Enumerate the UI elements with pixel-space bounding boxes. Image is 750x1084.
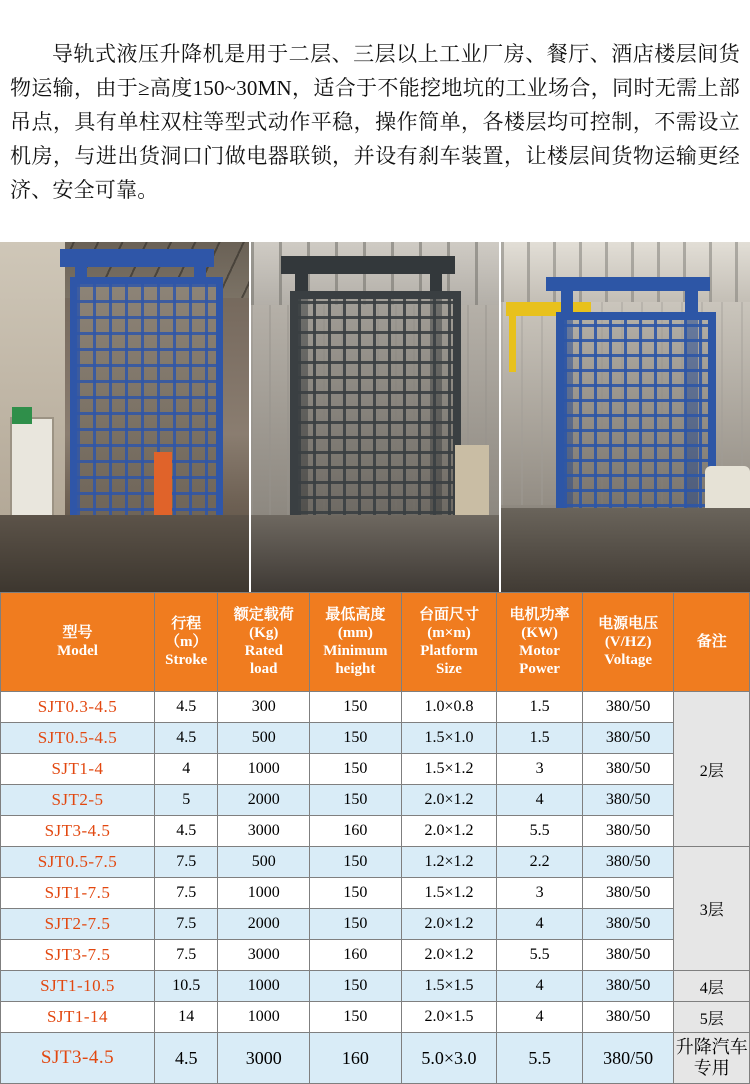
cell-remark: 2层 bbox=[674, 692, 750, 847]
cell-height: 150 bbox=[310, 692, 402, 723]
cell-size: 5.0×3.0 bbox=[401, 1033, 497, 1084]
cell-voltage: 380/50 bbox=[582, 909, 674, 940]
cell-load: 3000 bbox=[218, 816, 310, 847]
table-row bbox=[1, 785, 750, 816]
table-row bbox=[1, 971, 750, 1002]
cell-load: 2000 bbox=[218, 909, 310, 940]
cell-load: 300 bbox=[218, 692, 310, 723]
header-en-2: load bbox=[249, 661, 278, 678]
cell-stroke: 4.5 bbox=[155, 692, 218, 723]
cell-height: 150 bbox=[310, 878, 402, 909]
cell-model: SJT2-5 bbox=[1, 785, 155, 816]
cell-load: 1000 bbox=[218, 754, 310, 785]
header-en: Stroke bbox=[165, 652, 208, 669]
cell-load: 1000 bbox=[218, 971, 310, 1002]
cell-stroke: 7.5 bbox=[155, 878, 218, 909]
cell-stroke: 14 bbox=[155, 1002, 218, 1033]
lift-cage-decoration bbox=[290, 291, 460, 552]
cell-height: 150 bbox=[310, 754, 402, 785]
cell-height: 160 bbox=[310, 940, 402, 971]
cell-power: 3 bbox=[497, 878, 583, 909]
header-cn: 电机功率 bbox=[509, 607, 570, 624]
header-cn-unit: (mm) bbox=[337, 625, 373, 642]
table-row bbox=[1, 847, 750, 878]
cell-power: 4 bbox=[497, 971, 583, 1002]
header-cn-unit: (Kg) bbox=[249, 625, 279, 642]
cell-remark bbox=[674, 1033, 750, 1084]
cell-remark: 5层 bbox=[674, 1002, 750, 1033]
yellow-post-decoration bbox=[509, 316, 516, 372]
cell-model: SJT3-7.5 bbox=[1, 940, 155, 971]
column-header-voltage bbox=[582, 593, 674, 692]
cell-size: 1.5×1.0 bbox=[401, 723, 497, 754]
intro-paragraph: 导轨式液压升降机是用于二层、三层以上工业厂房、餐厅、酒店楼层间货物运输，由于≥高度150~30MN，适合于不能挖地坑的工业场合，同时无需上部吊点，具有单柱双柱等型式动作平稳，操作简单，各楼层均可控制，不需设立机房，与进出货洞口门做电器联锁，并设有刹车装置，让楼层间货物运输更经济、安全可靠。 bbox=[10, 42, 740, 203]
cell-model: SJT0.5-4.5 bbox=[1, 723, 155, 754]
header-cn: 行程 bbox=[171, 616, 202, 633]
cell-model: SJT0.5-7.5 bbox=[1, 847, 155, 878]
cell-voltage: 380/50 bbox=[582, 878, 674, 909]
table-head bbox=[1, 593, 750, 692]
floor-decoration bbox=[0, 515, 249, 592]
specification-table bbox=[0, 592, 750, 1084]
header-en-2: Size bbox=[436, 661, 462, 678]
lift-cage-decoration bbox=[70, 277, 223, 550]
table-header-row bbox=[1, 593, 750, 692]
cell-voltage: 380/50 bbox=[582, 847, 674, 878]
cell-load: 2000 bbox=[218, 785, 310, 816]
header-en-2: height bbox=[335, 661, 376, 678]
cell-size: 2.0×1.2 bbox=[401, 909, 497, 940]
cell-height: 150 bbox=[310, 1002, 402, 1033]
cell-power: 4 bbox=[497, 909, 583, 940]
table-row bbox=[1, 754, 750, 785]
header-cn: 台面尺寸 bbox=[418, 607, 479, 624]
header-cn: 最低高度 bbox=[325, 607, 386, 624]
cell-remark: 4层 bbox=[674, 971, 750, 1002]
door-decoration bbox=[10, 417, 54, 519]
header-cn-unit: (KW) bbox=[521, 625, 558, 642]
cell-size: 2.0×1.2 bbox=[401, 785, 497, 816]
header-cn: 型号 bbox=[62, 625, 93, 642]
cell-height: 150 bbox=[310, 785, 402, 816]
cell-stroke: 4.5 bbox=[155, 1033, 218, 1084]
product-detail-page bbox=[0, 21, 750, 1084]
table-row bbox=[1, 909, 750, 940]
cell-stroke: 4 bbox=[155, 754, 218, 785]
column-header-stroke bbox=[155, 593, 218, 692]
cell-stroke: 4.5 bbox=[155, 816, 218, 847]
cell-height: 160 bbox=[310, 816, 402, 847]
cell-size: 1.5×1.5 bbox=[401, 971, 497, 1002]
product-photo-strip bbox=[0, 242, 750, 592]
cell-height: 150 bbox=[310, 971, 402, 1002]
cell-size: 2.0×1.2 bbox=[401, 816, 497, 847]
header-en: Voltage bbox=[604, 652, 653, 669]
cell-model: SJT0.3-4.5 bbox=[1, 692, 155, 723]
cell-stroke: 4.5 bbox=[155, 723, 218, 754]
table-row bbox=[1, 878, 750, 909]
header-en: Model bbox=[57, 643, 98, 660]
product-photo-3 bbox=[501, 242, 750, 592]
header-en: Platform bbox=[420, 643, 478, 660]
cell-power: 1.5 bbox=[497, 692, 583, 723]
cell-power: 2.2 bbox=[497, 847, 583, 878]
cell-voltage: 380/50 bbox=[582, 940, 674, 971]
table-body bbox=[1, 692, 750, 1084]
cell-height: 150 bbox=[310, 723, 402, 754]
cell-size: 1.2×1.2 bbox=[401, 847, 497, 878]
cell-height: 160 bbox=[310, 1033, 402, 1084]
cell-size: 1.5×1.2 bbox=[401, 754, 497, 785]
cell-model: SJT1-4 bbox=[1, 754, 155, 785]
cell-stroke: 7.5 bbox=[155, 909, 218, 940]
column-header-rated-load bbox=[218, 593, 310, 692]
cell-load: 3000 bbox=[218, 940, 310, 971]
cell-model: SJT3-4.5 bbox=[1, 1033, 155, 1084]
floor-decoration bbox=[251, 515, 500, 592]
cell-voltage: 380/50 bbox=[582, 692, 674, 723]
table-row bbox=[1, 816, 750, 847]
remark-line-2: 专用 bbox=[693, 1058, 730, 1079]
cell-power: 4 bbox=[497, 1002, 583, 1033]
exit-sign-decoration bbox=[12, 407, 32, 425]
header-en: Minimum bbox=[323, 643, 388, 660]
table-row bbox=[1, 940, 750, 971]
cell-model: SJT3-4.5 bbox=[1, 816, 155, 847]
cell-voltage: 380/50 bbox=[582, 754, 674, 785]
table-row bbox=[1, 692, 750, 723]
cell-remark: 3层 bbox=[674, 847, 750, 971]
header-en: Rated bbox=[244, 643, 283, 660]
cell-load: 3000 bbox=[218, 1033, 310, 1084]
cell-stroke: 10.5 bbox=[155, 971, 218, 1002]
cell-power: 4 bbox=[497, 785, 583, 816]
cell-power: 5.5 bbox=[497, 1033, 583, 1084]
cell-size: 1.0×0.8 bbox=[401, 692, 497, 723]
header-cn-unit: (V/HZ) bbox=[604, 634, 652, 651]
cell-height: 150 bbox=[310, 909, 402, 940]
cell-model: SJT1-7.5 bbox=[1, 878, 155, 909]
cell-stroke: 5 bbox=[155, 785, 218, 816]
cell-power: 5.5 bbox=[497, 816, 583, 847]
header-en-2: Power bbox=[519, 661, 560, 678]
cell-power: 5.5 bbox=[497, 940, 583, 971]
cell-load: 500 bbox=[218, 723, 310, 754]
cell-load: 1000 bbox=[218, 1002, 310, 1033]
table-row bbox=[1, 1033, 750, 1084]
table-row bbox=[1, 723, 750, 754]
cell-voltage: 380/50 bbox=[582, 723, 674, 754]
cell-voltage: 380/50 bbox=[582, 816, 674, 847]
cell-size: 2.0×1.2 bbox=[401, 940, 497, 971]
cell-voltage: 380/50 bbox=[582, 1033, 674, 1084]
header-cn: 电源电压 bbox=[598, 616, 659, 633]
table-row bbox=[1, 1002, 750, 1033]
cell-height: 150 bbox=[310, 847, 402, 878]
column-header-remark bbox=[674, 593, 750, 692]
cell-load: 500 bbox=[218, 847, 310, 878]
column-header-platform-size bbox=[401, 593, 497, 692]
column-header-model bbox=[1, 593, 155, 692]
cell-power: 3 bbox=[497, 754, 583, 785]
cell-size: 1.5×1.2 bbox=[401, 878, 497, 909]
cell-power: 1.5 bbox=[497, 723, 583, 754]
header-en: Motor bbox=[519, 643, 560, 660]
cell-model: SJT2-7.5 bbox=[1, 909, 155, 940]
cell-model: SJT1-14 bbox=[1, 1002, 155, 1033]
remark-line-1: 升降汽车 bbox=[675, 1037, 748, 1058]
column-header-minimum-height bbox=[310, 593, 402, 692]
cell-size: 2.0×1.5 bbox=[401, 1002, 497, 1033]
header-cn-unit: (m×m) bbox=[427, 625, 471, 642]
roof-decoration bbox=[501, 242, 750, 305]
product-photo-2 bbox=[251, 242, 500, 592]
cell-model: SJT1-10.5 bbox=[1, 971, 155, 1002]
cell-load: 1000 bbox=[218, 878, 310, 909]
header-cn-unit: （m） bbox=[164, 634, 208, 651]
cell-stroke: 7.5 bbox=[155, 847, 218, 878]
header-cn: 额定载荷 bbox=[233, 607, 294, 624]
floor-decoration bbox=[501, 508, 750, 592]
cell-voltage: 380/50 bbox=[582, 785, 674, 816]
cell-voltage: 380/50 bbox=[582, 1002, 674, 1033]
header-cn: 备注 bbox=[696, 634, 727, 651]
cell-stroke: 7.5 bbox=[155, 940, 218, 971]
product-photo-1 bbox=[0, 242, 249, 592]
cell-voltage: 380/50 bbox=[582, 971, 674, 1002]
column-header-motor-power bbox=[497, 593, 583, 692]
